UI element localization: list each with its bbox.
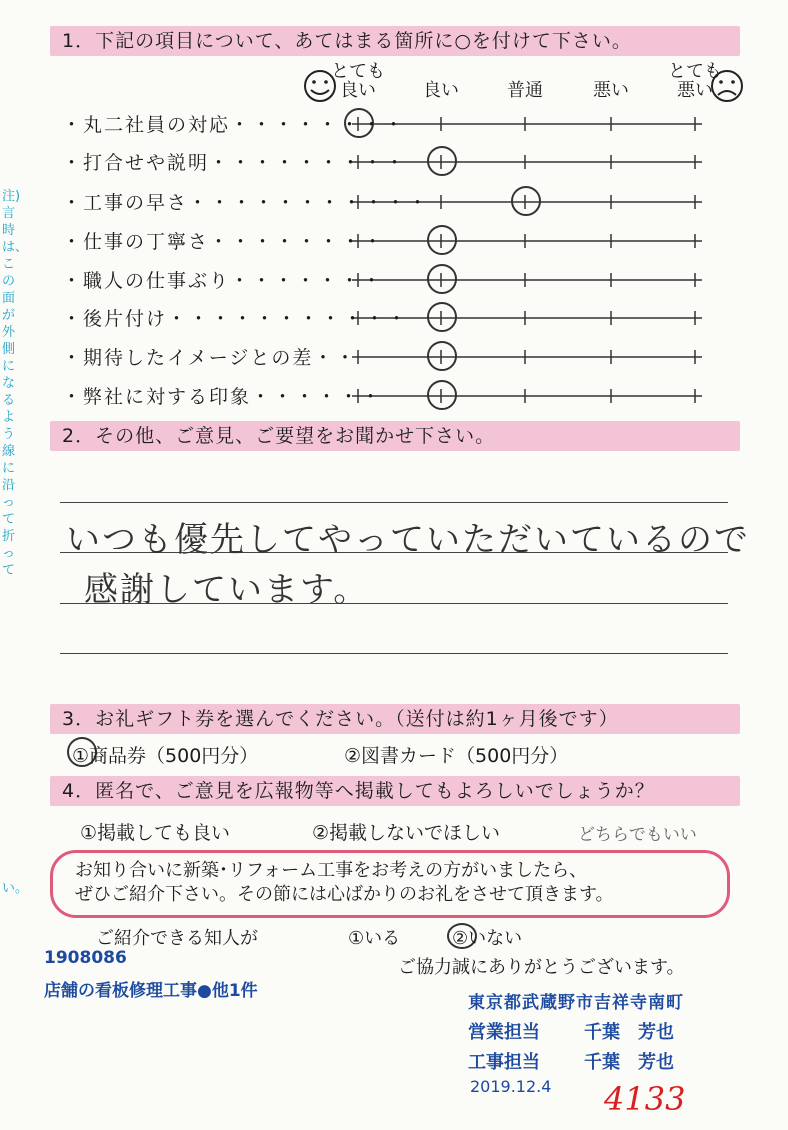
sales-rep-label: 営業担当 [468,1022,540,1043]
rating-row-label-6 [62,304,409,331]
job-number: 1908086 [44,948,127,968]
rating-row-text: ・弊社に対する印象 [62,386,252,408]
handwritten-comment-line1: いつも優先してやっていただいているので [66,520,750,560]
rating-row-label-8 [62,382,383,409]
rating-scale-header-bottom: 普通 [507,80,543,101]
rating-scale-header-bottom: 良い [340,80,376,101]
rating-scale-header-2 [407,62,475,100]
rating-row-label-4 [62,227,385,254]
rating-selection-circle [428,265,456,293]
rating-scale-header-4 [577,62,645,100]
section1-title: 1．下記の項目について、あてはまる箇所に○を付けて下さい。 [50,26,740,56]
notice-line-2: ぜひご紹介下さい。その節には心ばかりのお礼をさせて頂きます。 [75,884,614,905]
rating-scale-header-top [577,62,645,81]
referral-option-1[interactable]: ①いる [348,928,401,949]
rating-selection-circle [428,303,456,331]
rating-row-leader-dots: ・・・・・・・・ [209,231,386,253]
rating-row-leader-dots: ・・・・・・ [251,386,384,408]
rating-row-text: ・職人の仕事ぶり [62,270,231,292]
gift-option-1[interactable]: ①商品券（500円分） [72,745,259,767]
job-title: 店舗の看板修理工事●他1件 [44,981,258,1001]
referral-option-2[interactable]: ②いない [452,928,523,949]
handwritten-red-number: 4133 [604,1080,686,1118]
comment-line-1 [60,502,728,503]
rating-row-label-5 [62,266,384,293]
rating-row-label-2 [62,148,407,175]
rating-scale-header-top [407,62,475,81]
rating-row-text: ・後片付け [62,308,168,330]
rating-row-label-1 [62,110,406,137]
fold-instruction-note: 注)言時は、この面が外側になるよう線に沿って折って [2,189,29,578]
rating-row-text: ・工事の早さ [62,192,189,214]
rating-row-leader-dots: ・・・・・・・・ [230,114,407,136]
rating-scale-header-top: とても [331,61,385,82]
publish-option-2[interactable]: ②掲載しないでほしい [312,822,501,844]
rating-selection-circle [428,147,456,175]
rating-scale-header-bottom: 悪い [677,80,713,101]
rating-scale-header-3 [491,62,559,100]
sales-rep-name: 千葉 芳也 [584,1022,674,1043]
rating-row-leader-dots: ・・・・・・・・・・・ [167,308,410,330]
rating-row-label-7 [62,343,357,370]
rating-row-leader-dots: ・・・・・・・・・・・ [188,192,431,214]
handwritten-comment-line2: 感謝しています。 [84,570,370,610]
rating-scale-header-top: とても [668,61,722,82]
referral-question: ご紹介できる知人が [96,928,258,949]
comment-line-4 [60,653,728,654]
company-address: 東京都武蔵野市吉祥寺南町 [468,993,684,1013]
rating-row-leader-dots: ・・・・・・・・・ [209,152,408,174]
rating-selection-circle [428,381,456,409]
rating-row-text: ・期待したイメージとの差 [62,347,314,369]
rating-row-text: ・丸二社員の対応 [62,114,231,136]
rating-selection-circle [512,187,540,215]
thanks-message: ご協力誠にありがとうございます。 [398,957,685,978]
stamp-date: 2019.12.4 [470,1077,552,1096]
referral-notice-box [50,850,730,918]
section4-title: 4．匿名で、ご意見を広報物等へ掲載してもよろしいでしょうか？ [50,776,740,806]
rating-scale-header-top [491,62,559,81]
rating-selection-circle [428,342,456,370]
rating-scale-header-5 [661,62,729,100]
construction-rep-name: 千葉 芳也 [584,1052,674,1073]
rating-scale-header-bottom: 悪い [593,80,629,101]
publish-option-1[interactable]: ①掲載しても良い [80,822,231,844]
rating-scale-header-1 [324,62,392,100]
rating-row-label-3 [62,188,430,215]
section3-title: 3．お礼ギフト券を選んでください。（送付は約1ヶ月後です） [50,704,740,734]
section2-title: 2．その他、ご意見、ご要望をお聞かせ下さい。 [50,421,740,451]
rating-selection-circle [428,226,456,254]
rating-row-leader-dots: ・・ [313,347,358,369]
fold-instruction-note-tail: い。 [2,881,29,896]
rating-scale-header-bottom: 良い [423,80,459,101]
handwritten-publish-note: どちらでもいい [578,825,697,845]
rating-row-leader-dots: ・・・・・・・ [230,270,385,292]
rating-row-text: ・仕事の丁寧さ [62,231,210,253]
notice-line-1: お知り合いに新築･リフォーム工事をお考えの方がいましたら、 [75,860,588,881]
rating-row-text: ・打合せや説明 [62,152,210,174]
construction-rep-label: 工事担当 [468,1052,540,1073]
gift-option-2[interactable]: ②図書カード（500円分） [344,745,569,767]
